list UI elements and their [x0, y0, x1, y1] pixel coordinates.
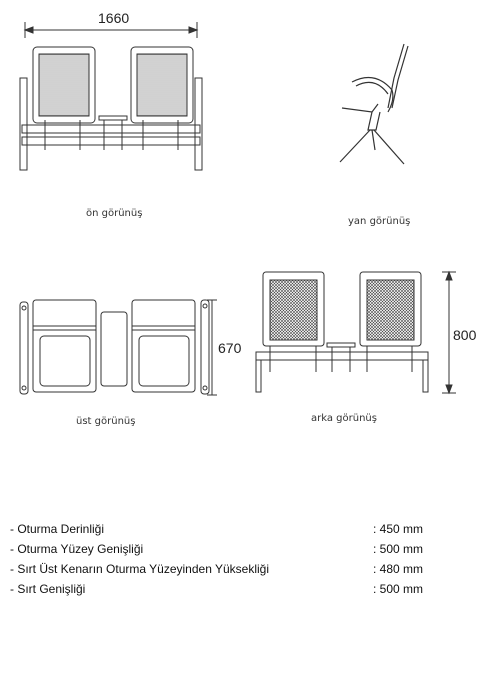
- spec-label: - Sırt Üst Kenarın Oturma Yüzeyinden Yüksekliği: [10, 562, 270, 576]
- front-view: [20, 22, 202, 170]
- depth-dimension: 670: [218, 340, 242, 356]
- spec-label: - Sırt Genişliği: [10, 582, 86, 596]
- side-view-label: yan görünüş: [348, 216, 411, 227]
- top-view-label: üst görünüş: [76, 416, 136, 427]
- spec-row-back-width: [10, 579, 435, 599]
- spec-value: : 480 mm: [373, 562, 424, 576]
- top-view: [20, 300, 217, 395]
- side-view: [340, 44, 408, 164]
- spec-value: : 500 mm: [373, 542, 424, 556]
- spec-row-back-height: [10, 559, 435, 579]
- front-view-label: ön görünüş: [86, 208, 143, 219]
- width-dimension: 1660: [98, 10, 130, 26]
- spec-value: : 500 mm: [373, 582, 424, 596]
- spec-label: - Oturma Yüzey Genişliği: [10, 542, 144, 556]
- height-dimension: 800: [453, 327, 477, 343]
- spec-label: - Oturma Derinliği: [10, 522, 105, 536]
- back-view: [256, 272, 456, 393]
- spec-row-seat-width: [10, 539, 435, 559]
- spec-value: : 450 mm: [373, 522, 424, 536]
- spec-list: [10, 519, 435, 599]
- spec-row-seat-depth: [10, 519, 435, 539]
- back-view-label: arka görünüş: [311, 413, 377, 424]
